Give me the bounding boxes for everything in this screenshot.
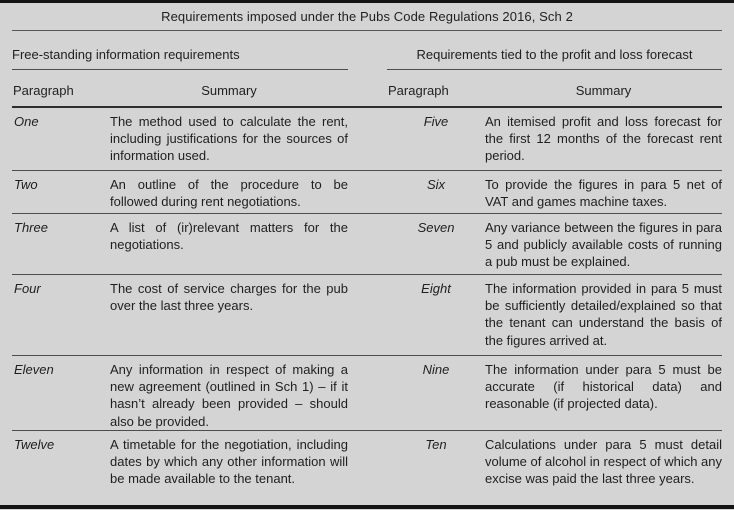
column-gap [348,431,387,505]
paragraph-cell: Ten [425,436,447,452]
table-title: Requirements imposed under the Pubs Code Regulations 2016, Sch 2 [161,9,573,24]
column-gap [348,171,387,213]
paragraph-cell: Four [14,281,41,296]
summary-cell: An itemised profit and loss forecast for the first 12 months of the forecast rent period. [485,114,722,164]
paragraph-cell: Two [14,177,38,192]
column-gap [348,275,387,355]
summary-cell: The cost of service charges for the pub over the last three years. [110,281,348,314]
column-header-summary-left: Summary [201,83,257,98]
group-header-row [12,31,722,70]
column-header-paragraph-right: Paragraph [388,83,449,98]
summary-cell: Any variance between the figures in para 5 and publicly available costs of running a pub must be explained. [485,220,722,270]
group-gap [348,31,387,70]
column-header-row [12,70,722,106]
group-label: Requirements tied to the profit and loss forecast [416,47,693,62]
summary-cell: A list of (ir)relevant matters for the negotiations. [110,220,348,253]
paragraph-cell: One [14,114,39,129]
paragraph-cell: Nine [422,362,450,377]
summary-cell: The method used to calculate the rent, including justifications for the sources of information used. [110,114,348,164]
table-row [12,108,722,170]
paragraph-cell: Six [426,177,446,192]
summary-cell: An outline of the procedure to be followed during rent negotiations. [110,177,348,210]
table-row [12,430,722,505]
column-gap [348,356,387,430]
group-header-profit-loss [387,31,722,70]
table-row [12,213,722,274]
table-row [12,355,722,430]
group-header-free-standing [12,31,348,70]
summary-cell: The information provided in para 5 must be sufficiently detailed/explained so that the tenant can understand the basis of the figures arrived at. [485,281,722,348]
table-row [12,274,722,355]
summary-cell: A timetable for the negotiation, including dates by which any other information will be made available to the tenant. [110,436,348,487]
paragraph-cell: Eight [421,281,451,296]
column-gap [348,214,387,274]
paragraph-cell: Eleven [14,362,54,377]
paragraph-cell: Five [423,114,449,129]
paragraph-cell: Seven [417,220,455,235]
paragraph-cell: Three [14,220,48,235]
column-header-summary-right: Summary [575,83,632,98]
table-bottom-border [0,505,734,509]
summary-cell: Calculations under para 5 must detail volume of alcohol in respect of which any excise was paid the last three years. [485,436,723,487]
column-header-paragraph-left: Paragraph [13,83,74,98]
group-label: Free-standing information requirements [12,47,240,62]
paragraph-cell: Twelve [14,436,55,452]
summary-cell: To provide the figures in para 5 net of VAT and games machine taxes. [485,177,722,210]
summary-cell: Any information in respect of making a new agreement (outlined in Sch 1) – if it hasn’t already been provided – should also be provided. [110,362,348,429]
column-gap [348,108,387,170]
summary-cell: The information under para 5 must be accurate (if historical data) and reasonable (if projected data). [485,362,722,412]
table-row [12,170,722,213]
